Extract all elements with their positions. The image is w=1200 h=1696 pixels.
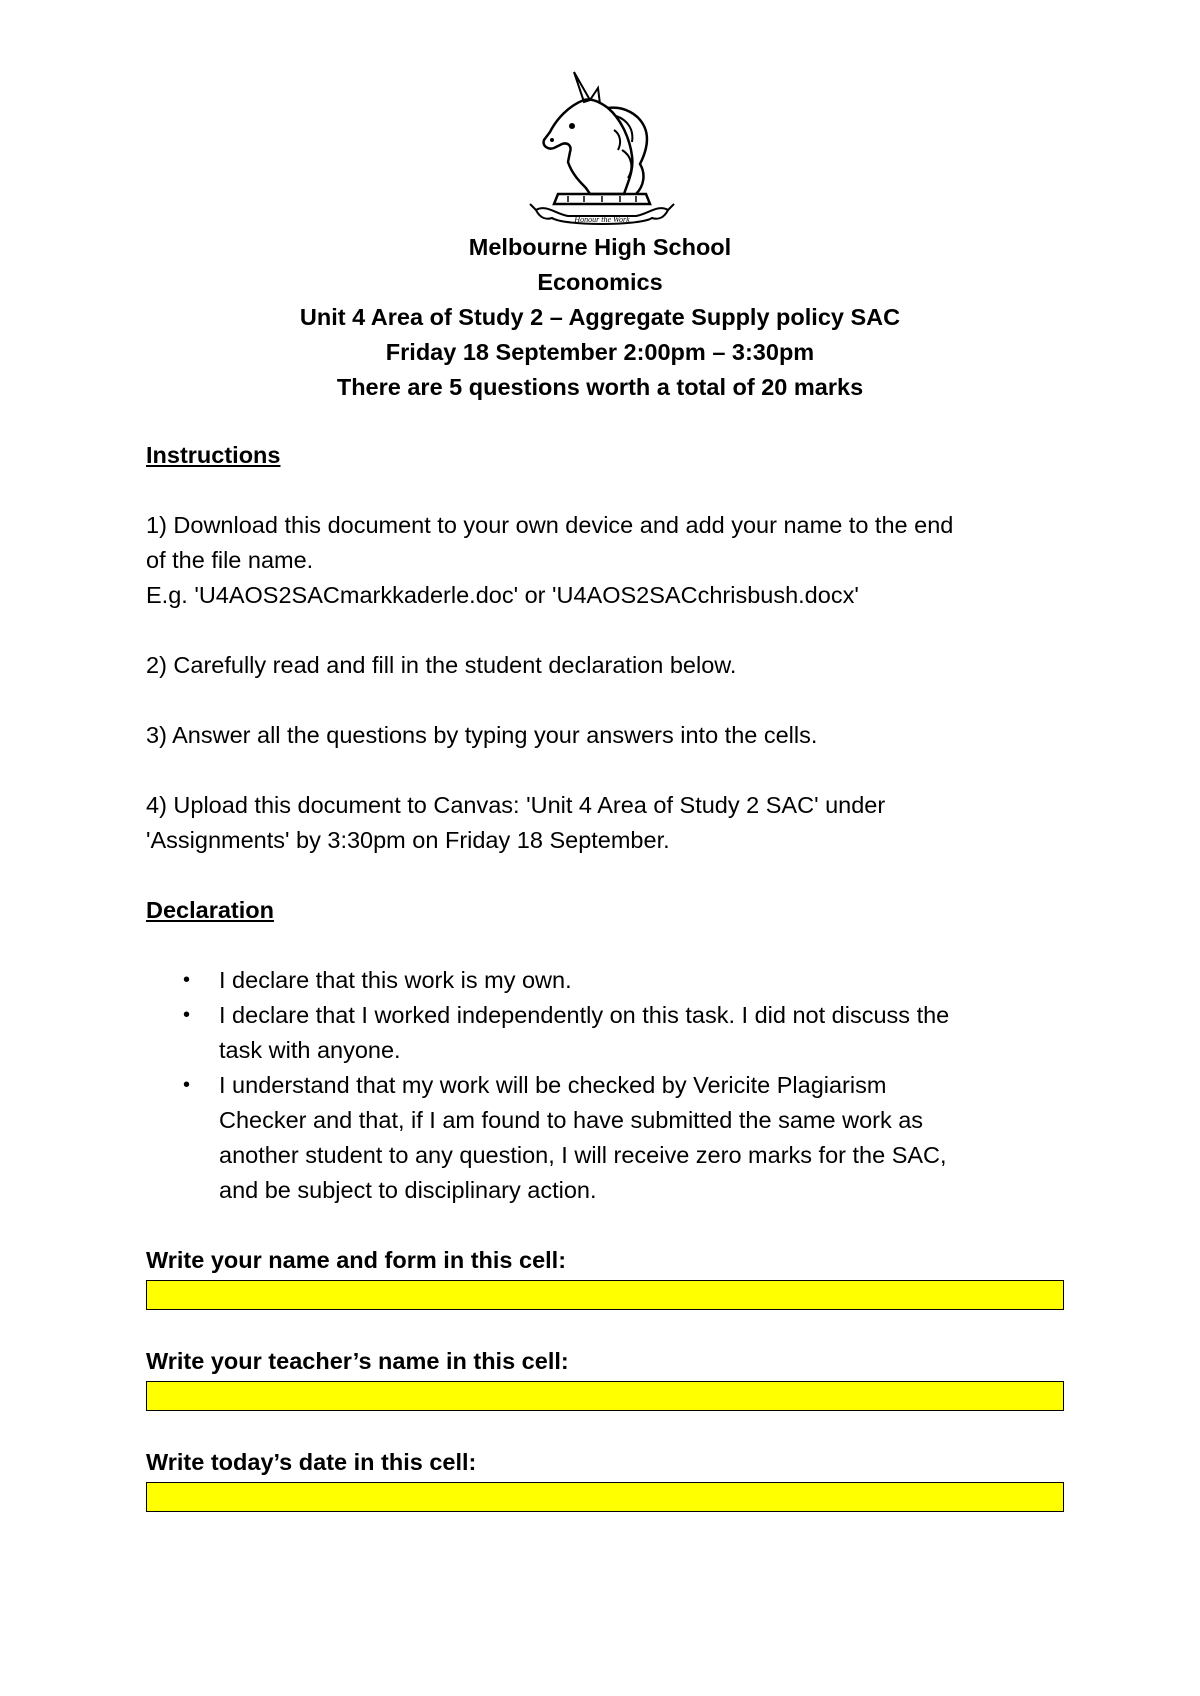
subject-name: Economics [537,269,663,295]
bullet-icon: • [183,1004,191,1026]
date-cell[interactable] [146,1482,1064,1512]
name-form-cell[interactable] [146,1280,1064,1310]
instruction-step-3: 3) Answer all the questions by typing your answers into the cells. [146,722,818,748]
school-name: Melbourne High School [468,234,732,260]
teacher-name-label: Write your teacher’s name in this cell: [146,1348,569,1374]
instruction-step-4-line-1: 4) Upload this document to Canvas: 'Unit 4 Area of Study 2 SAC' under [146,792,886,818]
declaration-item-2-line-1: I declare that I worked independently on this task. I did not discuss the [219,1002,950,1028]
declaration-item-1-text: I declare that this work is my own. [219,967,572,993]
instructions-heading: Instructions [146,442,281,468]
instruction-step-1-line-2: of the file name. [146,547,314,573]
date-label: Write today’s date in this cell: [146,1449,477,1475]
bullet-icon: • [183,1074,191,1096]
instruction-step-1 [146,508,1066,613]
bullet-icon: • [183,969,191,991]
instruction-step-1-example: E.g. 'U4AOS2SACmarkkaderle.doc' or 'U4AOS2SACchrisbush.docx' [146,582,859,608]
instruction-step-4 [146,788,1066,858]
marks-info: There are 5 questions worth a total of 20 marks [336,374,864,400]
instruction-step-1-line-1: 1) Download this document to your own device and add your name to the end [146,512,954,538]
declaration-item-independent [146,998,1066,1068]
sac-date-time: Friday 18 September 2:00pm – 3:30pm [385,339,815,365]
svg-text:Honour the Work: Honour the Work [574,215,630,224]
document-body [146,438,1066,1512]
declaration-item-3-line-2: Checker and that, if I am found to have submitted the same work as [219,1107,924,1133]
declaration-item-3-line-3: another student to any question, I will receive zero marks for the SAC, [219,1142,947,1168]
instruction-step-4-line-2: 'Assignments' by 3:30pm on Friday 18 September. [146,827,670,853]
unit-title: Unit 4 Area of Study 2 – Aggregate Supply policy SAC [299,304,901,330]
declaration-item-3-line-1: I understand that my work will be checked by Vericite Plagiarism [219,1072,887,1098]
declaration-item-2-line-2: task with anyone. [219,1037,401,1063]
declaration-item-3-line-4: and be subject to disciplinary action. [219,1177,597,1203]
declaration-heading: Declaration [146,897,274,923]
instruction-step-2: 2) Carefully read and fill in the student declaration below. [146,652,737,678]
name-form-label: Write your name and form in this cell: [146,1247,567,1273]
declaration-list [146,963,1066,1208]
declaration-item-own-work [146,963,1066,998]
teacher-name-cell[interactable] [146,1381,1064,1411]
document-header [0,230,1200,405]
unicorn-crest-icon [528,70,676,230]
declaration-item-plagiarism [146,1068,1066,1208]
